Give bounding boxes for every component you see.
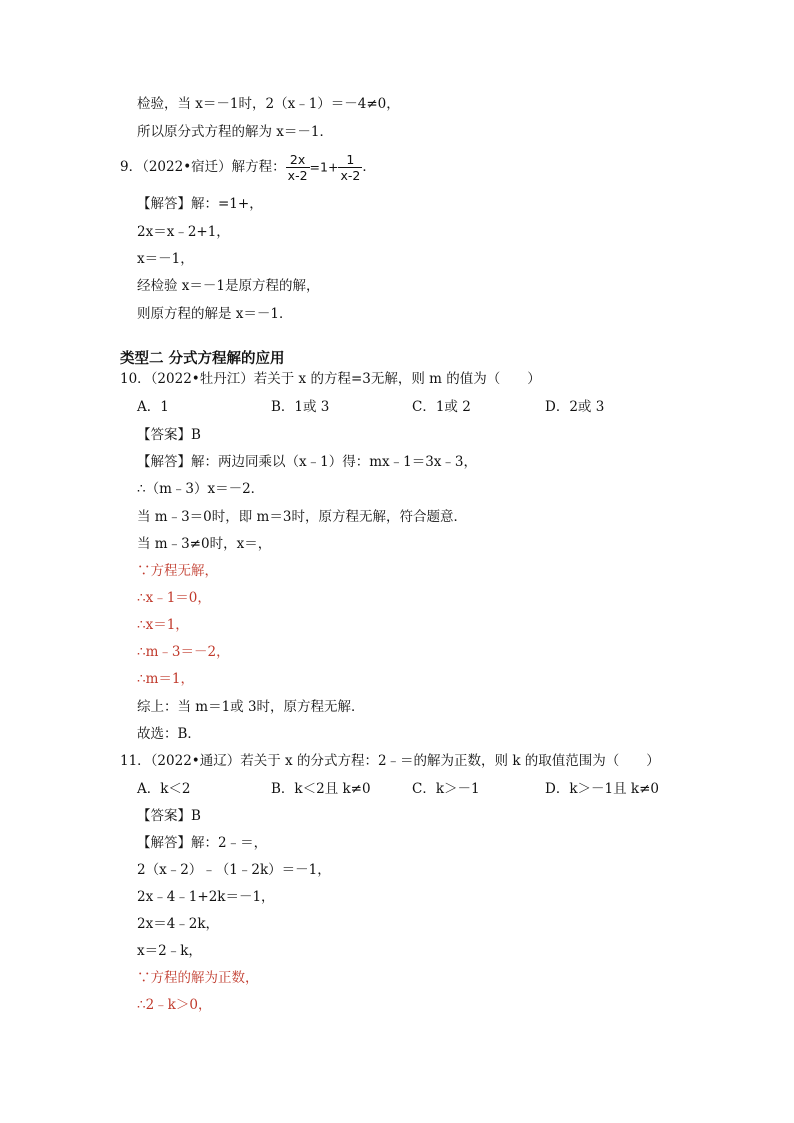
q10-red-line: ∵方程无解， bbox=[137, 563, 218, 579]
q11-solution-line: x＝2﹣k， bbox=[137, 943, 202, 959]
q9-frac1-den: x-2 bbox=[287, 168, 308, 183]
q11-option-b: B．k＜2且 k≠0 bbox=[271, 781, 371, 797]
q9-frac2-num: 1 bbox=[338, 152, 362, 168]
q10-summary: 综上：当 m＝1或 3时，原方程无解． bbox=[137, 699, 365, 715]
q9-frac2-den: x-2 bbox=[340, 168, 361, 183]
q9-frac1-num: 2x bbox=[286, 152, 310, 168]
q9-solution-line: 经检验 x＝－1是原方程的解， bbox=[137, 278, 320, 294]
question-10-stem: 10．（2022•牡丹江）若关于 x 的方程=3无解，则 m 的值为（ ） bbox=[120, 371, 541, 387]
q10-option-c: C．1或 2 bbox=[412, 399, 471, 415]
question-9 bbox=[120, 152, 376, 183]
question-11-stem: 11．（2022•通辽）若关于 x 的分式方程：2﹣＝的解为正数，则 k 的取值范围为（ ） bbox=[120, 753, 660, 769]
q10-answer: 【答案】B bbox=[137, 427, 201, 443]
q10-red-line: ∴m＝1， bbox=[137, 671, 194, 687]
q11-solution-line: 2x﹣4﹣1+2k＝－1， bbox=[137, 889, 275, 905]
q11-solution-line: 2（x﹣2）﹣（1﹣2k）＝－1， bbox=[137, 862, 331, 878]
q9-prefix: 9．（2022•宿迁）解方程： bbox=[120, 159, 286, 175]
q9-solution-line: 则原方程的解是 x＝－1． bbox=[137, 306, 293, 322]
q9-fraction-1 bbox=[286, 152, 310, 183]
q11-solution-line: 【解答】解：2﹣＝， bbox=[137, 835, 268, 851]
q10-solution-line: 当 m﹣3＝0时，即 m＝3时，原方程无解，符合题意． bbox=[137, 509, 467, 525]
q9-fraction-2 bbox=[338, 152, 362, 183]
conclusion-line: 所以原分式方程的解为 x＝－1． bbox=[137, 124, 333, 140]
q9-solution-line: x＝－1， bbox=[137, 251, 194, 267]
q9-mid: =1+ bbox=[309, 159, 339, 175]
q10-option-d: D．2或 3 bbox=[545, 399, 605, 415]
q11-option-d: D．k＞－1且 k≠0 bbox=[545, 781, 659, 797]
q10-red-line: ∴m﹣3＝－2， bbox=[137, 644, 230, 660]
q11-answer: 【答案】B bbox=[137, 808, 201, 824]
q10-option-a: A．1 bbox=[137, 399, 169, 415]
section-heading: 类型二 分式方程解的应用 bbox=[120, 351, 285, 367]
q11-option-a: A．k＜2 bbox=[137, 781, 191, 797]
q10-solution-line: 当 m﹣3≠0时，x＝， bbox=[137, 536, 272, 552]
check-line: 检验，当 x＝－1时，2（x﹣1）＝－4≠0， bbox=[137, 96, 400, 112]
q10-red-line: ∴x﹣1＝0， bbox=[137, 590, 211, 606]
q10-red-line: ∴x＝1， bbox=[137, 617, 189, 633]
q9-end: ． bbox=[362, 159, 376, 175]
q11-option-c: C．k＞－1 bbox=[412, 781, 480, 797]
q11-solution-line: 2x＝4﹣2k， bbox=[137, 916, 220, 932]
q9-solution-line: 2x＝x﹣2+1， bbox=[137, 224, 230, 240]
q10-choice: 故选：B． bbox=[137, 726, 201, 742]
q10-option-b: B．1或 3 bbox=[271, 399, 330, 415]
q9-solution-line: 【解答】解：=1+， bbox=[137, 196, 263, 212]
q11-red-line: ∵方程的解为正数， bbox=[137, 970, 259, 986]
q11-red-line: ∴2﹣k＞0， bbox=[137, 997, 212, 1013]
q10-solution-line: 【解答】解：两边同乘以（x﹣1）得：mx﹣1＝3x﹣3， bbox=[137, 454, 477, 470]
q10-solution-line: ∴（m﹣3）x＝－2． bbox=[137, 481, 265, 497]
